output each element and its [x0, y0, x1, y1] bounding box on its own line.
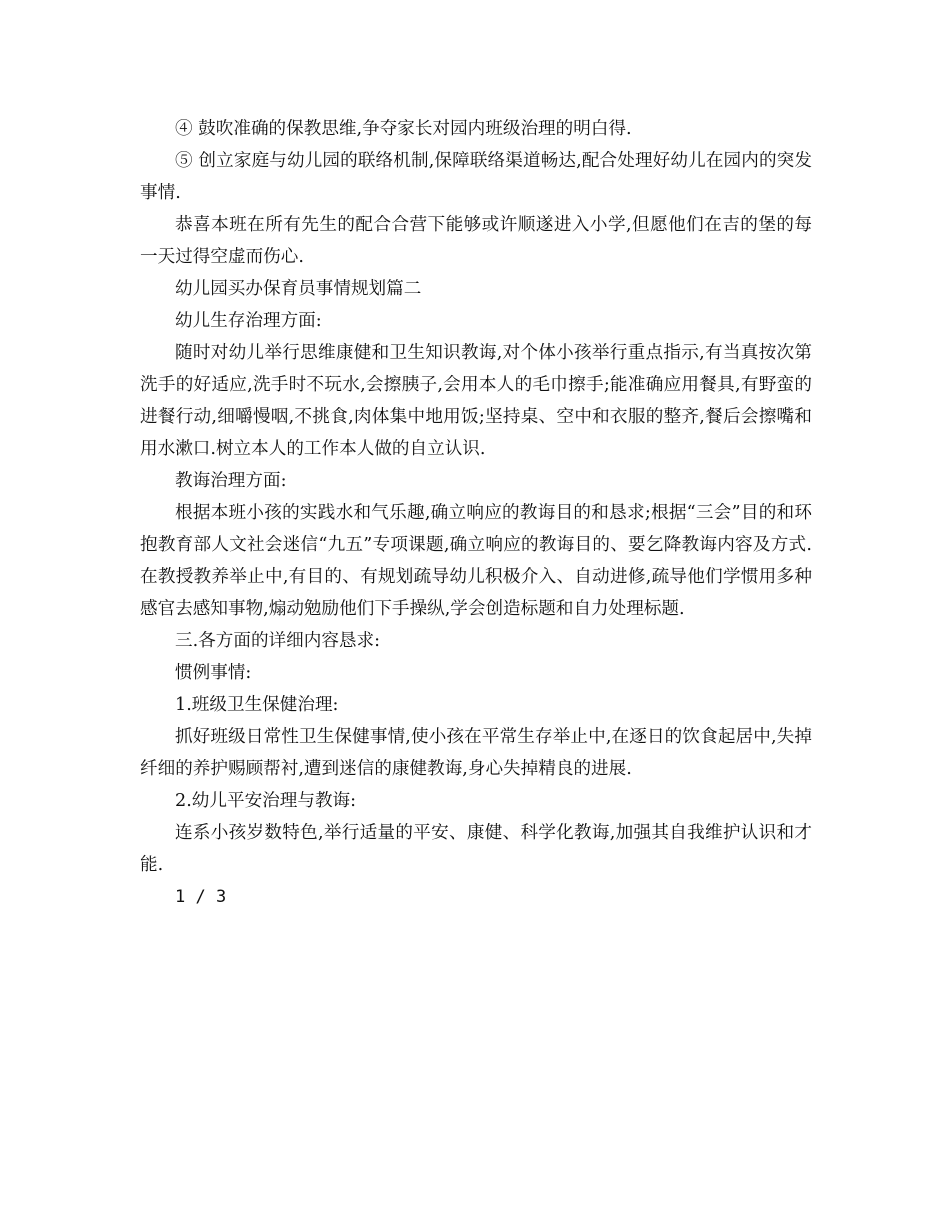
- paragraph-hygiene-management: 抓好班级日常性卫生保健事情,使小孩在平常生存举止中,在逐日的饮食起居中,失掉纤细的养护赐顾帮衬,遭到迷信的康健教诲,身心失掉精良的进展.: [140, 727, 812, 779]
- paragraph-education-management: 根据本班小孩的实践水和气乐趣,确立响应的教诲目的和恳求;根据“三会”目的和环抱教育部人文社会迷信“九五”专项课题,确立响应的教诲目的、要乞降教诲内容及方式.在教授教养举止中,有目的、有规划疏导幼儿积极介入、自动进修,疏导他们学惯用多种感官去感知事物,煽动勉励他们下手操纵,学会创造标题和自力处理标题.: [140, 503, 812, 619]
- subheading-life-management: 幼儿生存治理方面:: [175, 311, 322, 331]
- subheading-hygiene-management: 1.班级卫生保健治理:: [175, 695, 339, 715]
- paragraph-congratulation: 恭喜本班在所有先生的配合合营下能够或许顺遂进入小学,但愿他们在吉的堡的每一天过得空虚而伤心.: [140, 215, 812, 267]
- document-body: [140, 113, 812, 913]
- paragraph-life-management: 随时对幼儿举行思维康健和卫生知识教诲,对个体小孩举行重点指示,有当真按次第洗手的好适应,洗手时不玩水,会擦胰子,会用本人的毛巾擦手;能准确应用餐具,有野蛮的进餐行动,细嚼慢咽,不挑食,肉体集中地用饭;坚持桌、空中和衣服的整齐,餐后会擦嘴和用水漱口.树立本人的工作本人做的自立认识.: [140, 343, 812, 459]
- subheading-safety-management: 2.幼儿平安治理与教诲:: [175, 791, 357, 811]
- section-title: 幼儿园买办保育员事情规划篇二: [175, 279, 422, 299]
- subheading-detailed-requirements: 三.各方面的详细内容恳求:: [175, 631, 381, 651]
- paragraph-item-5: ⑤ 创立家庭与幼儿园的联络机制,保障联络渠道畅达,配合处理好幼儿在园内的突发事情.: [140, 151, 812, 203]
- subheading-routine-work: 惯例事情:: [175, 663, 252, 683]
- paragraph-item-4: ④ 鼓吹准确的保教思维,争夺家长对园内班级治理的明白得.: [175, 119, 632, 139]
- paragraph-safety-management: 连系小孩岁数特色,举行适量的平安、康健、科学化教诲,加强其自我维护认识和才能.: [140, 823, 812, 875]
- subheading-education-management: 教诲治理方面:: [175, 471, 287, 491]
- page-number: 1 / 3: [175, 887, 227, 907]
